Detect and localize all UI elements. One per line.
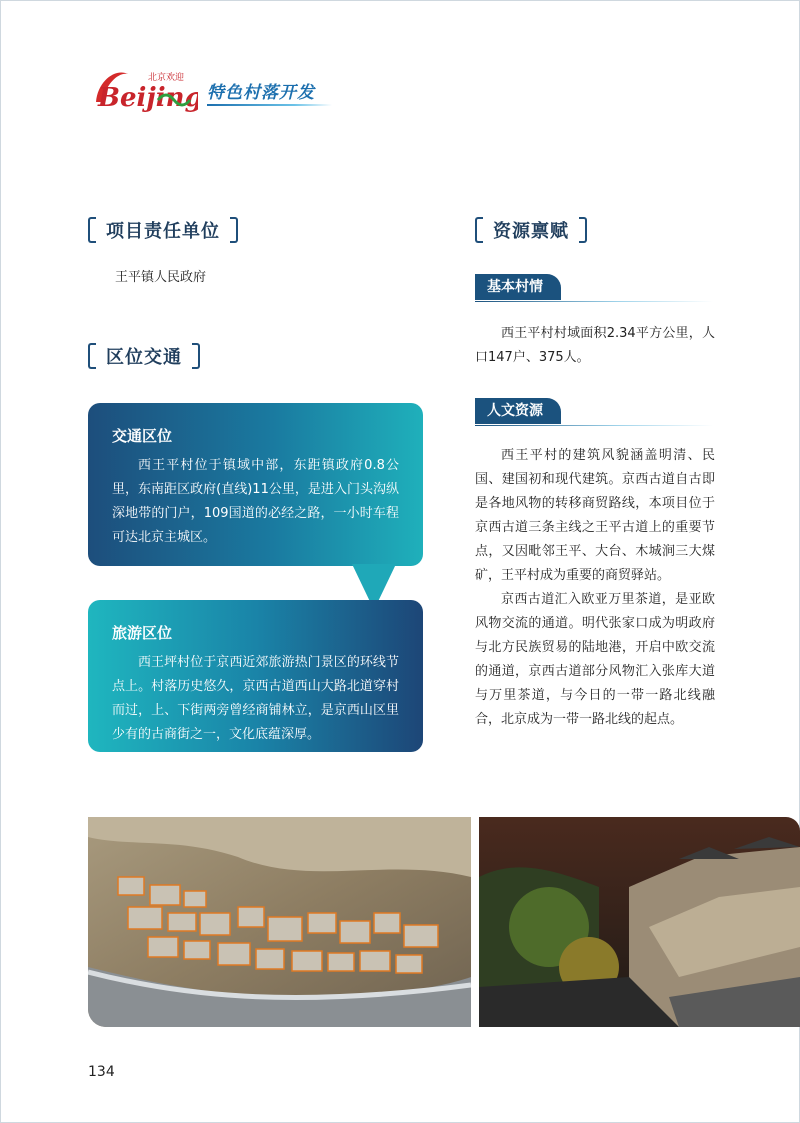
- basic-info-label: 基本村情: [475, 274, 561, 300]
- responsible-unit: 王平镇人民政府: [115, 270, 207, 285]
- basic-info-paragraph: 西王平村村域面积2.34平方公里，人口147户、375人。: [475, 326, 715, 365]
- bracket-left: [475, 217, 483, 243]
- tourism-text: 西王坪村位于京西近郊旅游热门景区的环线节点上。村落历史悠久，京西古道西山大路北道穿村而过，上、下街两旁曾经商铺林立，是京西山区里少有的古商街之一，文化底蕴深厚。: [112, 655, 399, 742]
- resources-heading: [475, 215, 587, 245]
- logo-text: Beijing: [98, 83, 198, 112]
- aerial-village-photo: [88, 817, 471, 1027]
- location-heading-text: 区位交通: [106, 347, 182, 368]
- header-title: 特色村落开发: [207, 83, 315, 103]
- culture-subheading: [475, 398, 715, 424]
- bracket-left: [88, 343, 96, 369]
- responsible-heading-text: 项目责任单位: [106, 221, 220, 242]
- culture-text: [475, 444, 715, 732]
- basic-info-text: [475, 322, 715, 370]
- bracket-left: [88, 217, 96, 243]
- bracket-right: [192, 343, 200, 369]
- bracket-right: [230, 217, 238, 243]
- traffic-box: [88, 403, 423, 566]
- traffic-text: 西王平村位于镇域中部，东距镇政府0.8公里，东南距区政府(直线)11公里，是进入门头沟纵深地带的门户，109国道的必经之路，一小时车程可达北京主城区。: [112, 458, 399, 545]
- bracket-right: [579, 217, 587, 243]
- responsible-heading: [88, 215, 238, 245]
- tourism-title: 旅游区位: [112, 624, 173, 642]
- culture-paragraph-2: 京西古道汇入欧亚万里茶道，是亚欧风物交流的通道。明代张家口成为明政府与北方民族贸易的陆地港，开启中欧交流的通道，京西古道部分风物汇入张库大道与万里茶道，与今日的一带一路北线融合，北京成为一带一路北线的起点。: [475, 592, 715, 727]
- basic-info-subheading: [475, 274, 715, 300]
- culture-label: 人文资源: [475, 398, 561, 424]
- traffic-title: 交通区位: [112, 427, 173, 445]
- location-heading: [88, 341, 200, 371]
- page-number: 134: [88, 1064, 115, 1080]
- beijing-logo: [88, 62, 198, 112]
- culture-paragraph-1: 西王平村的建筑风貌涵盖明清、民国、建国初和现代建筑。京西古道自古即是各地风物的转移商贸路线，本项目位于京西古道三条主线之王平古道上的重要节点，又因毗邻王平、大台、木城涧三大煤矿，王平村成为重要的商贸驿站。: [475, 448, 715, 583]
- logo-subtext: 北京欢迎: [148, 73, 185, 83]
- subheading-underline: [475, 301, 713, 302]
- tourism-box: [88, 600, 423, 752]
- resources-heading-text: 资源禀赋: [493, 221, 569, 242]
- subheading-underline: [475, 425, 713, 426]
- header-underline: [207, 104, 332, 106]
- ancient-gate-photo: [479, 817, 800, 1027]
